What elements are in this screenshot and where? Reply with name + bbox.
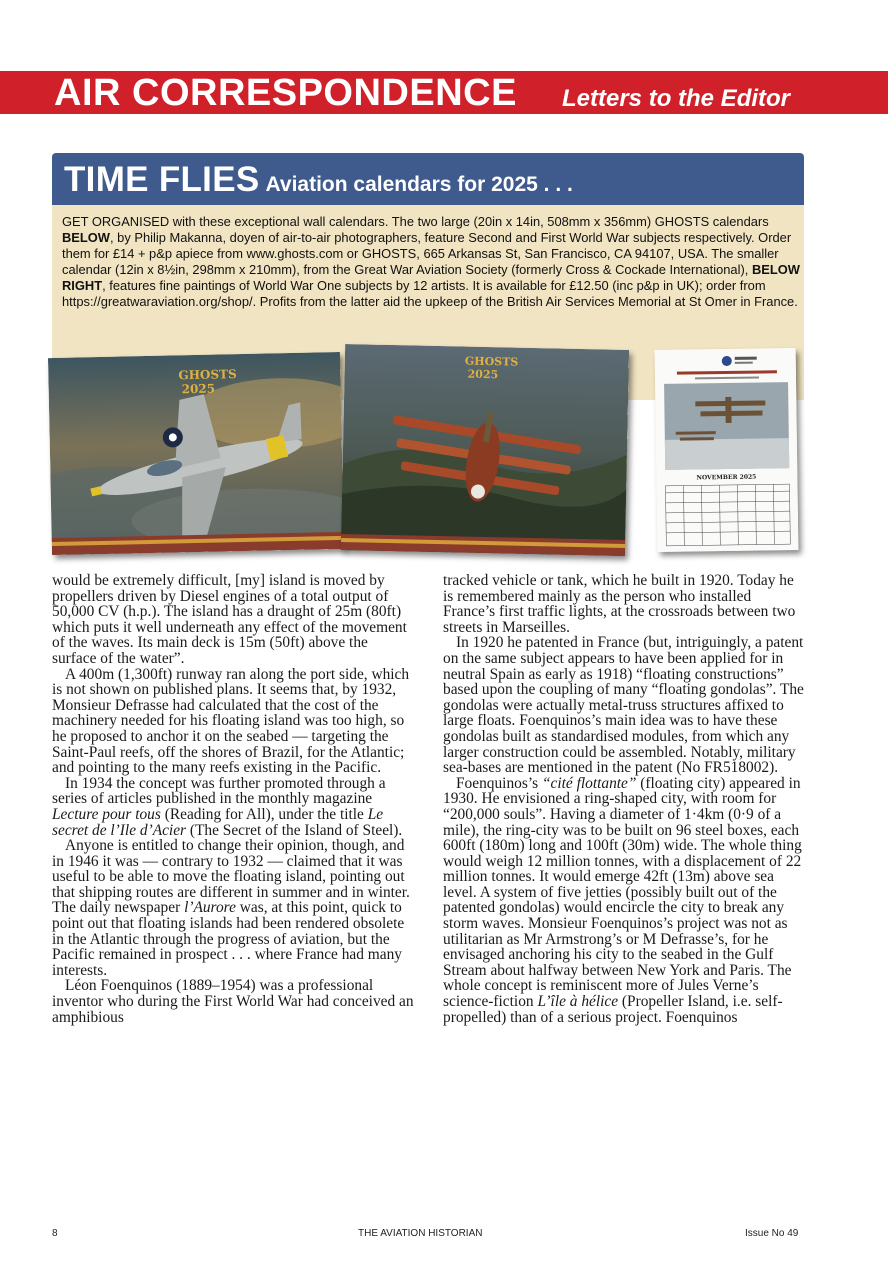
section-subtitle: Letters to the Editor: [562, 85, 791, 112]
paragraph: In 1934 the concept was further promoted through a series of articles published in the monthly magazine Lecture pour tous (Reading for All), under the title Le secret de l’Ile d’Acier (The Secret of the Island of Steel).: [52, 774, 403, 839]
feature-box-header: [52, 153, 804, 205]
feature-title: [64, 160, 573, 200]
gwas-calendar-image: [655, 348, 799, 552]
section-title: AIR CORRESPONDENCE: [54, 72, 517, 114]
ghosts-ww2-calendar-image: [48, 352, 344, 555]
calendar-logo-text: GHOSTS: [178, 367, 237, 383]
calendar-month-label: NOVEMBER 2025: [696, 473, 757, 482]
ghosts-ww1-calendar-image: [341, 344, 629, 556]
calendar-year-text: 2025: [467, 367, 499, 382]
paragraph: tracked vehicle or tank, which he built in 1920. Today he is remembered mainly as the person who installed France’s first traffic lights, at the crossroads between two streets in Marseilles.: [443, 572, 796, 636]
paragraph: Foenquinos’s “cité flottante” (floating city) appeared in 1930. He envisioned a ring-shaped city, with room for “200,000 souls”. Having a diameter of 1·4km (0·9 of a mile), the ring-city was to be built on 96 steel boxes, each 600ft (180m) long and 100ft (30m) wide. The whole thing would weigh 12 million tonnes, with a displacement of 22 million tonnes. It would emerge 42ft (13m) above sea level. A system of five jetties (possibly built out of the patented gondolas) would encircle the city to break any storm waves. Monsieur Foenquinos’s project was not as utilitarian as Mr Armstrong’s or M Defrasse’s, for he envisaged anchoring his city to the seabed in the Gulf Stream about halfway between New York and Paris. The whole concept is reminiscent more of Jules Verne’s science-fiction L’île à hélice (Propeller Island, i.e. self-propelled) than of a serious project. Foenquinos: [443, 774, 802, 1026]
issue-number: Issue No 49: [745, 1228, 799, 1239]
publication-name: THE AVIATION HISTORIAN: [358, 1228, 483, 1239]
paragraph: A 400m (1,300ft) runway ran along the port side, which is not shown on published plans. It seems that, by 1932, Monsieur Defrasse had calculated that the cost of the machinery needed for his floating island was too high, so he proposed to anchor it on the seabed — targeting the Saint-Paul reefs, off the shores of Brazil, for the Atlantic; and pointing to the many reefs existing in the Pacific.: [52, 665, 410, 777]
article-left-column: [52, 573, 414, 1025]
paragraph: Anyone is entitled to change their opinion, though, and in 1946 it was — contrary to 1932 — claimed that it was useful to be able to move the floating island, pointing out that shipping routes are different in summer and in winter. The daily newspaper l’Aurore was, at this point, quick to point out that floating islands had been rendered obsolete in the Atlantic through the progress of aviation, but the Pacific remained in prospect . . . where France had many interests.: [52, 837, 410, 979]
page-number: 8: [52, 1228, 58, 1239]
calendar-logo-text: GHOSTS: [464, 354, 519, 369]
feature-title-sub: Aviation calendars for 2025 . . .: [265, 173, 573, 196]
paragraph: In 1920 he patented in France (but, intriguingly, a patent on the same subject appears to have been applied for in neutral Spain as early as 1918) “floating constructions” based upon the coupling of many “floating gondolas”. The gondolas were actually metal-truss structures affixed to large floats. Foenquinos’s main idea was to have these gondolas built as standardised modules, from which any larger construction could be assembled. Notably, military sea-bases are mentioned in the patent (No FR518002).: [443, 634, 804, 777]
paragraph: would be extremely difficult, [my] island is moved by propellers driven by Diesel engines of a total output of 50,000 CV (h.p.). The island has a draught of 25m (80ft) which puts it well underneath any effect of the movement of the waves. Its main deck is 15m (50ft) above the surface of the water”.: [52, 572, 407, 667]
article-right-column: [443, 573, 805, 1025]
feature-title-main: TIME FLIES: [64, 160, 260, 199]
calendar-year-text: 2025: [181, 381, 216, 397]
feature-description: GET ORGANISED with these exceptional wall calendars. The two large (20in x 14in, 508mm x 356mm) GHOSTS calendars BELOW, by Philip Makanna, doyen of air-to-air photographers, feature Second and First World War subjects respectively. Order them for £14 + p&p apiece from www.ghosts.com or GHOSTS, 665 Arkansas St, San Francisco, CA 94107, USA. The smaller calendar (12in x 8½in, 298mm x 210mm), from the Great War Aviation Society (formerly Cross & Cockade International), BELOW RIGHT, features fine paintings of World War One subjects by 12 artists. It is available for £12.50 (inc p&p in UK); order from https://greatwaraviation.org/shop/. Profits from the latter aid the upkeep of the British Air Services Memorial at St Omer in France.: [62, 214, 800, 310]
paragraph: Léon Foenquinos (1889–1954) was a professional inventor who during the First World War had conceived an amphibious: [52, 977, 414, 1026]
